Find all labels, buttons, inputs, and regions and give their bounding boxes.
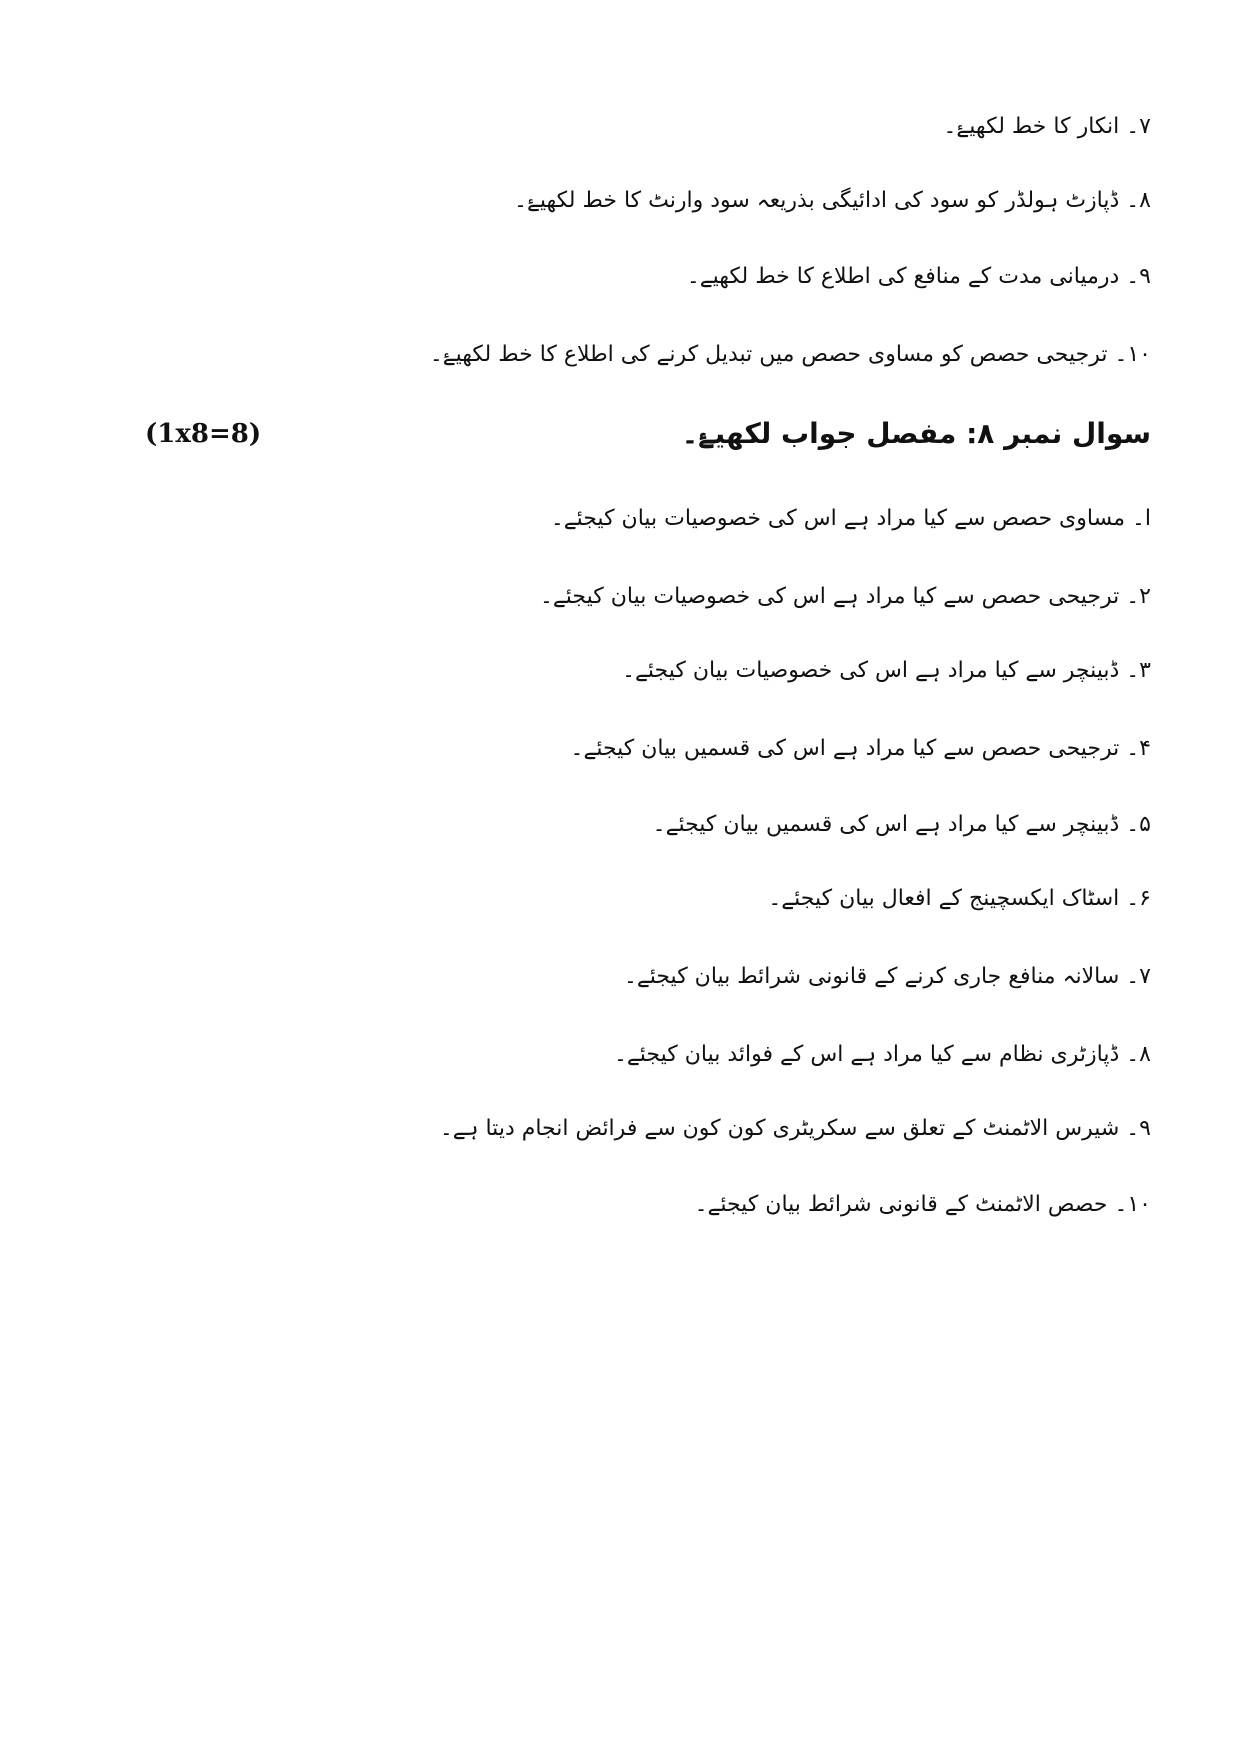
top-item-8: ۸۔ ڈپازٹ ہولڈر کو سود کی ادائیگی بذریعہ سود وارنٹ کا خط لکھیۓ۔ xyxy=(514,188,1151,213)
question-8-item-7: ۷۔ سالانہ منافع جاری کرنے کے قانونی شرائط بیان کیجئے۔ xyxy=(623,964,1151,989)
question-8-marks: (1x8=8) xyxy=(145,419,262,449)
question-8-heading: سوال نمبر ۸: مفصل جواب لکھیۓ۔ xyxy=(681,417,1151,450)
top-item-7: ۷۔ انکار کا خط لکھیۓ۔ xyxy=(943,114,1151,139)
question-8-item-9: ۹۔ شیرس الاٹمنٹ کے تعلق سے سکریٹری کون کون سے فرائض انجام دیتا ہے۔ xyxy=(439,1116,1151,1141)
question-8-item-3: ۳۔ ڈبینچر سے کیا مراد ہے اس کی خصوصیات بیان کیجئے۔ xyxy=(622,658,1151,683)
question-8-item-8: ۸۔ ڈپازٹری نظام سے کیا مراد ہے اس کے فوائد بیان کیجئے۔ xyxy=(614,1042,1151,1067)
question-8-item-10: ۱۰۔ حصص الاٹمنٹ کے قانونی شرائط بیان کیجئے۔ xyxy=(694,1192,1151,1217)
question-8-item-4: ۴۔ ترجیحی حصص سے کیا مراد ہے اس کی قسمیں بیان کیجئے۔ xyxy=(570,736,1151,761)
question-8-item-5: ۵۔ ڈبینچر سے کیا مراد ہے اس کی قسمیں بیان کیجئے۔ xyxy=(652,812,1151,837)
question-8-item-2: ۲۔ ترجیحی حصص سے کیا مراد ہے اس کی خصوصیات بیان کیجئے۔ xyxy=(540,584,1151,609)
top-item-9: ۹۔ درمیانی مدت کے منافع کی اطلاع کا خط لکھیے۔ xyxy=(686,264,1151,289)
question-8-item-1: ا۔ مساوی حصص سے کیا مراد ہے اس کی خصوصیات بیان کیجئے۔ xyxy=(550,506,1151,531)
question-8-item-6: ۶۔ اسٹاک ایکسچینج کے افعال بیان کیجئے۔ xyxy=(768,886,1151,911)
top-item-10: ۱۰۔ ترجیحی حصص کو مساوی حصص میں تبدیل کرنے کی اطلاع کا خط لکھیۓ۔ xyxy=(429,342,1151,367)
